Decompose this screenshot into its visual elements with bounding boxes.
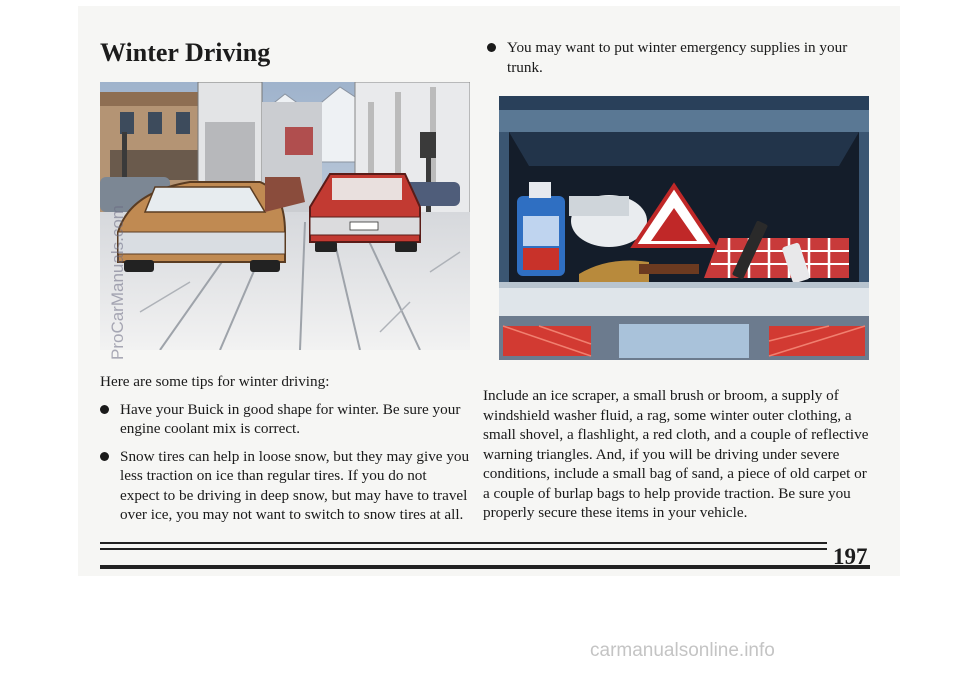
emergency-supplies-list bbox=[487, 38, 877, 77]
footer-rule bbox=[100, 542, 827, 544]
list-item bbox=[100, 400, 470, 439]
bullet-icon bbox=[487, 43, 496, 52]
bullet-icon bbox=[100, 452, 109, 461]
list-item bbox=[100, 447, 470, 525]
bullet-icon bbox=[100, 405, 109, 414]
emergency-supplies-paragraph: Include an ice scraper, a small brush or broom, a supply of windshield washer fluid, a rag, some winter outer clothing, a small shovel, a flashlight, a red cloth, and a couple of reflective warning triangles. And, if you will be driving under severe conditions, include a small bag of sand, a piece of old carpet or a couple of burlap bags to help provide traction. Be sure you properly secure these items in your vehicle. bbox=[483, 387, 869, 521]
winter-tips-list bbox=[100, 400, 470, 525]
right-column-top bbox=[487, 38, 877, 85]
page-number: 197 bbox=[833, 544, 868, 569]
footer-rule bbox=[100, 548, 827, 550]
winter-street-illustration bbox=[100, 82, 470, 350]
page-title: Winter Driving bbox=[100, 38, 271, 67]
list-item bbox=[487, 38, 877, 77]
left-column bbox=[100, 372, 470, 533]
bottom-watermark: carmanualsonline.info bbox=[590, 640, 775, 661]
trunk-supplies-illustration bbox=[499, 96, 869, 360]
list-item-text: Snow tires can help in loose snow, but they may give you less traction on ice than regular tires. If you do not expect to be driving in deep snow, but may have to travel over ice, you may not want to switch to snow tires at all. bbox=[120, 447, 470, 523]
list-item-text: You may want to put winter emergency supplies in your trunk. bbox=[507, 39, 848, 76]
footer-rule bbox=[100, 565, 870, 569]
side-watermark: ProCarManuals.com bbox=[108, 205, 127, 360]
list-item-text: Have your Buick in good shape for winter. Be sure your engine coolant mix is correct. bbox=[120, 400, 461, 437]
winter-tips-intro: Here are some tips for winter driving: bbox=[100, 373, 330, 390]
